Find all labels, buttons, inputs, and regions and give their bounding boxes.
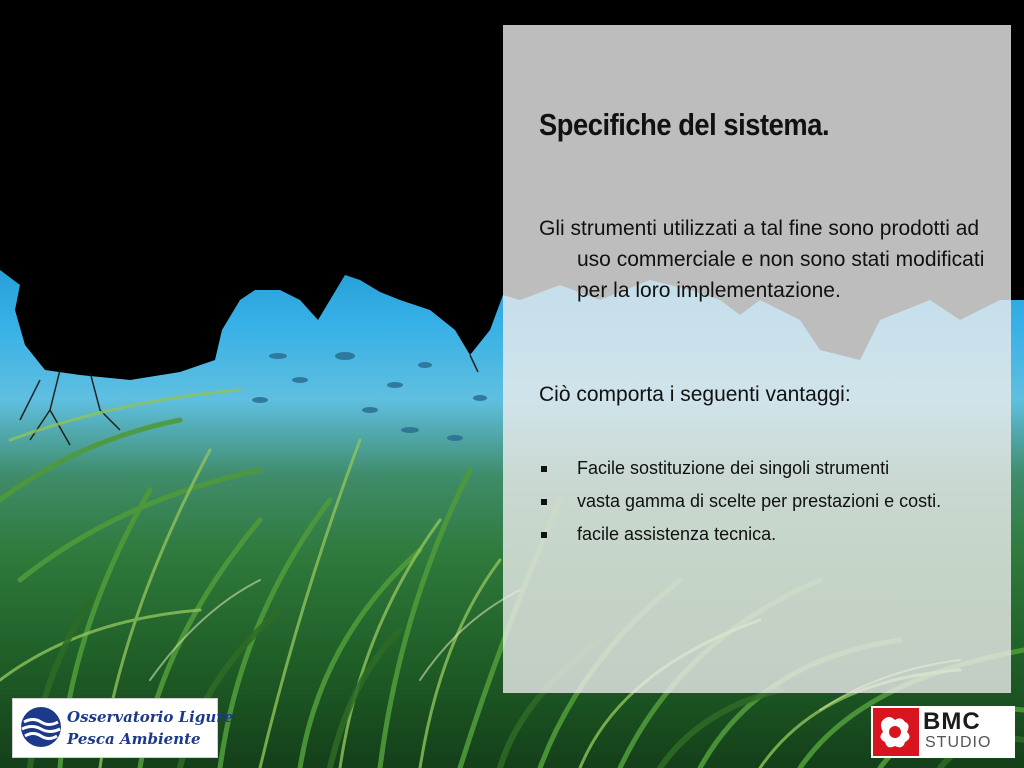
square-bullet-icon: [541, 499, 547, 505]
list-item: [539, 488, 979, 515]
square-bullet-icon: [541, 466, 547, 472]
list-item-text: Facile sostituzione dei singoli strumenti: [577, 458, 890, 478]
slide-title: Specifiche del sistema.: [539, 107, 830, 142]
logo-left-line1: Osservatorio Ligure: [67, 708, 234, 726]
list-item-text: facile assistenza tecnica.: [577, 524, 777, 544]
logo-right-word: BMC: [923, 708, 981, 735]
list-item: [539, 521, 979, 548]
bmc-studio-logo: [871, 706, 1015, 758]
logo-left-line2: Pesca Ambiente: [67, 730, 201, 748]
advantages-heading: Ciò comporta i seguenti vantaggi:: [539, 383, 851, 406]
intro-paragraph: Gli strumenti utilizzati a tal fine sono prodotti ad uso commerciale e non sono stati modificati per la loro implementazione.: [539, 217, 985, 302]
red-splat-icon: [873, 708, 919, 756]
list-item: [539, 455, 979, 482]
list-item-text: vasta gamma di scelte per prestazioni e costi.: [577, 491, 942, 511]
logo-right-sub: STUDIO: [925, 734, 992, 751]
content-panel: [503, 25, 1011, 693]
square-bullet-icon: [541, 532, 547, 538]
globe-waves-icon: [20, 706, 62, 748]
osservatorio-ligure-logo: [12, 698, 234, 758]
advantages-list: [539, 455, 979, 554]
